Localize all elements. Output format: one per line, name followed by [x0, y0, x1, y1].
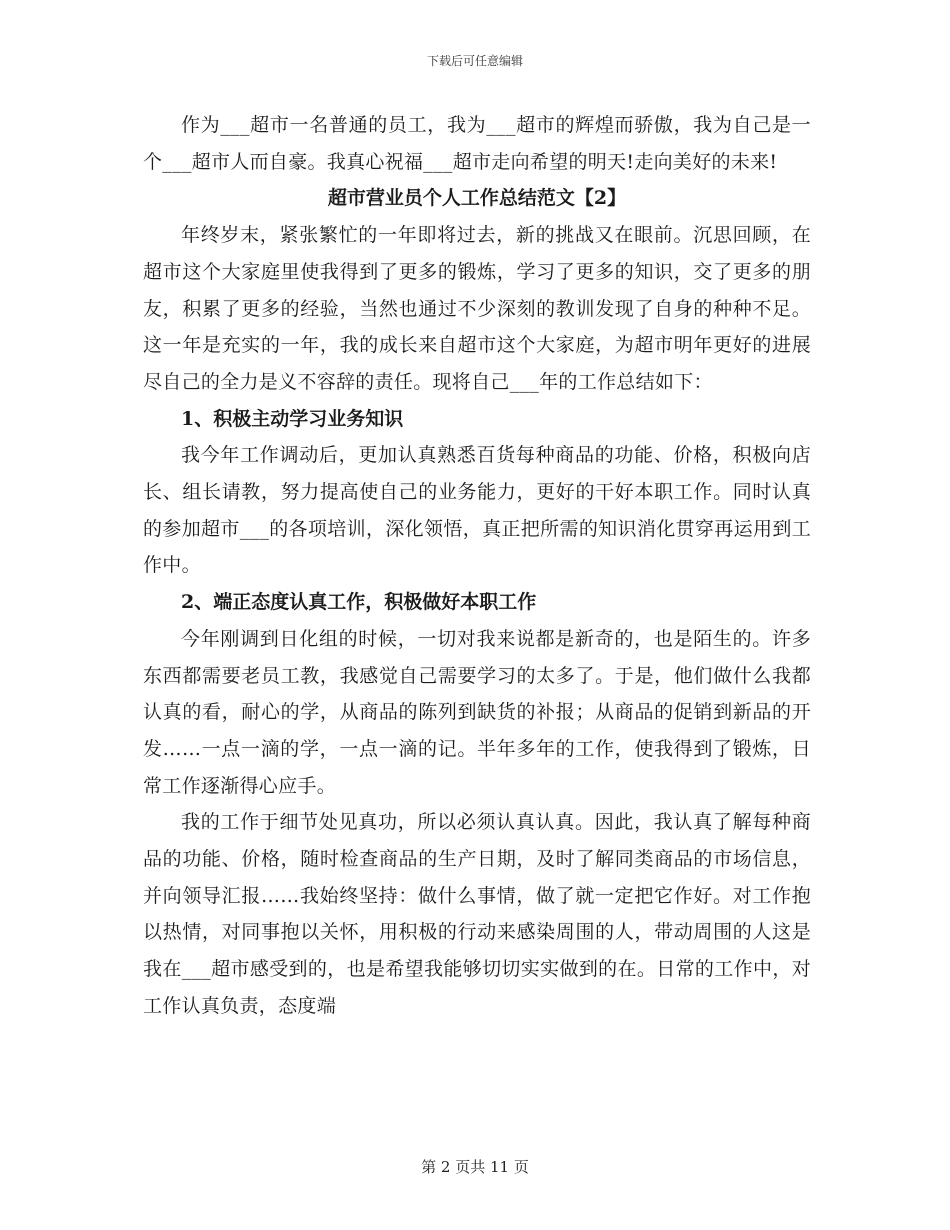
document-body: [143, 107, 811, 1025]
paragraph-attitude: 今年刚调到日化组的时候，一切对我来说都是新奇的，也是陌生的。许多东西都需要老员工教，我感觉自己需要学习的太多了。于是，他们做什么我都认真的看，耐心的学，从商品的陈列到缺货的补报；从商品的促销到新品的开发……一点一滴的学，一点一滴的记。半年多年的工作，使我得到了锻炼，日常工作逐渐得心应手。: [143, 627, 811, 797]
paragraph-closing-blessing: 作为___超市一名普通的员工，我为___超市的辉煌而骄傲，我为自己是一个___超市人而自豪。我真心祝福___超市走向希望的明天!走向美好的未来!: [143, 114, 811, 173]
section-title: 超市营业员个人工作总结范文【2】: [327, 187, 627, 210]
paragraph-intro: 年终岁末，紧张繁忙的一年即将过去，新的挑战又在眼前。沉思回顾，在超市这个大家庭里使我得到了更多的锻炼，学习了更多的知识，交了更多的朋友，积累了更多的经验，当然也通过不少深刻的教训发现了自身的种种不足。这一年是充实的一年，我的成长来自超市这个大家庭，为超市明年更好的进展尽自己的全力是义不容辞的责任。现将自己___年的工作总结如下：: [143, 224, 811, 393]
page-header: 下载后可任意编辑: [426, 54, 523, 68]
paragraph-learning: 我今年工作调动后，更加认真熟悉百货每种商品的功能、价格，积极向店长、组长请教，努力提高使自己的业务能力，更好的干好本职工作。同时认真的参加超市___的各项培训，深化领悟，真正把所需的知识消化贯穿再运用到工作中。: [143, 444, 811, 577]
subheading-learning: 1、积极主动学习业务知识: [181, 407, 404, 430]
subheading-attitude: 2、端正态度认真工作，积极做好本职工作: [181, 591, 537, 614]
paragraph-details: 我的工作于细节处见真功，所以必须认真认真。因此，我认真了解每种商品的功能、价格，随时检查商品的生产日期，及时了解同类商品的市场信息，并向领导汇报……我始终坚持：做什么事情，做了就一定把它作好。对工作抱以热情，对同事抱以关怀，用积极的行动来感染周围的人，带动周围的人这是我在___超市感受到的，也是希望我能够切切实实做到的在。日常的工作中，对工作认真负责，态度端: [143, 811, 811, 1017]
page-number: 第 2 页共 11 页: [421, 1158, 529, 1176]
